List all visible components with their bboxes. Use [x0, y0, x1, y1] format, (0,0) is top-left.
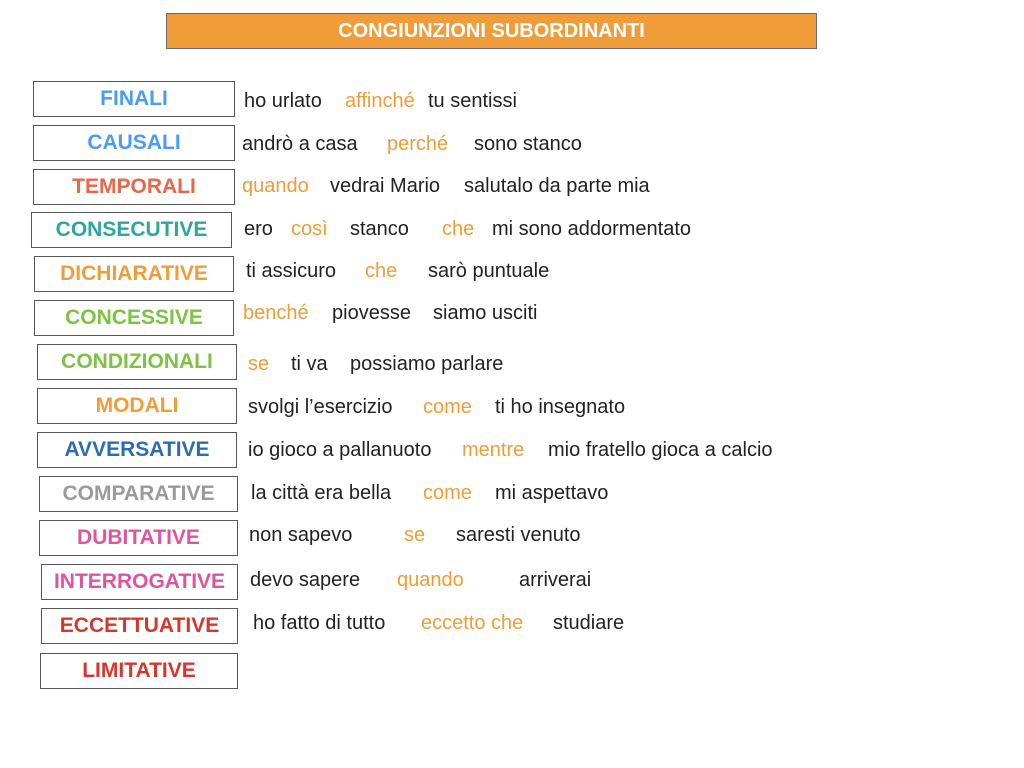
category-label-consecutive: CONSECUTIVE: [31, 212, 232, 248]
sentence-part: andrò a casa: [242, 133, 358, 155]
sentence-part: sono stanco: [474, 133, 582, 155]
category-label-dichiarative: DICHIARATIVE: [34, 256, 234, 292]
page-title: CONGIUNZIONI SUBORDINANTI: [166, 13, 817, 49]
category-label-causali: CAUSALI: [33, 125, 235, 161]
category-label-finali: FINALI: [33, 81, 235, 117]
sentence-part: ti va: [291, 353, 328, 375]
conjunction-word: perché: [387, 133, 449, 155]
sentence-part: mi aspettavo: [495, 482, 609, 504]
category-label-temporali: TEMPORALI: [33, 169, 235, 205]
sentence-part: tu sentissi: [428, 90, 517, 112]
conjunction-word: che: [365, 260, 398, 282]
conjunction-word: così: [291, 218, 328, 240]
category-label-condizionali: CONDIZIONALI: [37, 344, 237, 380]
sentence-part: devo sapere: [250, 569, 361, 591]
sentence-part: ho fatto di tutto: [253, 612, 386, 634]
sentence-part: vedrai Mario: [330, 175, 441, 197]
sentence-part: io gioco a pallanuoto: [248, 439, 432, 461]
sentence-part: ero: [244, 218, 273, 240]
conjunction-word: affinché: [345, 90, 415, 112]
sentence-part: piovesse: [332, 302, 411, 324]
category-label-eccettuative: ECCETTUATIVE: [41, 608, 238, 644]
conjunction-word: se: [248, 353, 270, 375]
sentence-part: stanco: [350, 218, 409, 240]
category-label-interrogative: INTERROGATIVE: [41, 564, 238, 600]
sentence-part: mi sono addormentato: [492, 218, 692, 240]
sentence-part: la città era bella: [251, 482, 392, 504]
category-label-concessive: CONCESSIVE: [34, 300, 234, 336]
category-label-modali: MODALI: [37, 388, 237, 424]
sentence-part: mio fratello gioca a calcio: [548, 439, 773, 461]
sentence-part: non sapevo: [249, 524, 353, 546]
conjunction-word: se: [404, 524, 426, 546]
conjunction-word: benché: [243, 302, 309, 324]
conjunction-word: che: [442, 218, 475, 240]
sentence-part: salutalo da parte mia: [464, 175, 650, 197]
sentence-part: possiamo parlare: [350, 353, 504, 375]
sentence-part: arriverai: [519, 569, 592, 591]
conjunction-word: eccetto che: [421, 612, 524, 634]
conjunction-word: quando: [397, 569, 464, 591]
conjunction-word: come: [423, 482, 472, 504]
sentence-part: ti assicuro: [246, 260, 337, 282]
sentence-part: ho urlato: [244, 90, 322, 112]
conjunction-word: mentre: [462, 439, 525, 461]
category-label-avversative: AVVERSATIVE: [37, 432, 237, 468]
category-label-dubitative: DUBITATIVE: [39, 520, 238, 556]
conjunction-word: come: [423, 396, 472, 418]
category-label-comparative: COMPARATIVE: [39, 476, 238, 512]
conjunction-word: quando: [242, 175, 309, 197]
sentence-part: sarò puntuale: [428, 260, 550, 282]
sentence-part: ti ho insegnato: [495, 396, 626, 418]
category-label-limitative: LIMITATIVE: [40, 653, 238, 689]
sentence-part: studiare: [553, 612, 625, 634]
sentence-part: svolgi l’esercizio: [248, 396, 393, 418]
sentence-part: saresti venuto: [456, 524, 581, 546]
sentence-part: siamo usciti: [433, 302, 538, 324]
